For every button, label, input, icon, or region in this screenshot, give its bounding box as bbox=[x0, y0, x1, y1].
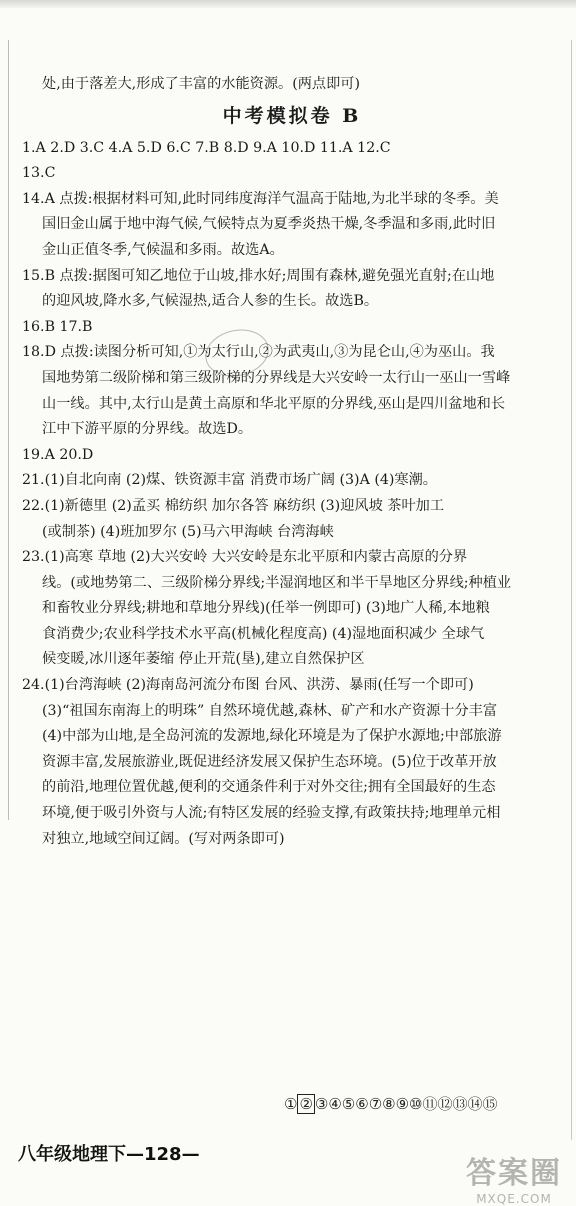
answer-line: 国地势第二级阶梯和第三级阶梯的分界线是大兴安岭一太行山一巫山一雪峰 bbox=[42, 369, 511, 386]
answer-line: 1.A 2.D 3.C 4.A 5.D 6.C 7.B 8.D 9.A 10.D 11.A 12.C bbox=[22, 139, 391, 156]
answer-line: 环境,便于吸引外资与人流;有特区发展的经验支撑,有政策扶持;地理单元相 bbox=[42, 805, 501, 822]
page-marker-row bbox=[284, 1093, 498, 1114]
answer-line: 22.(1)新德里 (2)孟买 棉纺织 加尔各答 麻纺织 (3)迎风坡 茶叶加工 bbox=[22, 497, 445, 514]
answer-line: (4)中部为山地,是全岛河流的发源地,绿化环境是为了保护水源地;中部旅游 bbox=[42, 728, 502, 745]
left-margin-rule bbox=[8, 40, 9, 820]
answer-line: 资源丰富,发展旅游业,既促进经济发展又保护生态环境。(5)位于改革开放 bbox=[42, 753, 497, 770]
answer-line: 24.(1)台湾海峡 (2)海南岛河流分布图 台风、洪涝、暴雨(任写一个即可) bbox=[22, 677, 474, 694]
answer-line: 金山正值冬季,气候温和多雨。故选A。 bbox=[42, 241, 284, 258]
page-marker-after: ③④⑤⑥⑦⑧⑨⑩⑪⑫⑬⑭⑮ bbox=[314, 1095, 498, 1113]
watermark-text: 答案圈 bbox=[466, 1156, 562, 1191]
answer-line: 18.D 点拨:读图分析可知,①为太行山,②为武夷山,③为昆仑山,④为巫山。我 bbox=[22, 344, 495, 361]
page-marker-current: ② bbox=[299, 1095, 313, 1113]
answer-line: 的迎风坡,降水多,气候湿热,适合人参的生长。故选B。 bbox=[42, 293, 379, 310]
answer-line: 19.A 20.D bbox=[22, 446, 94, 463]
answer-line: 的前沿,地理位置优越,便利的交通条件利于对外交往;拥有全国最好的生态 bbox=[42, 779, 496, 796]
answer-line: 16.B 17.B bbox=[22, 318, 93, 335]
answer-line: (或制茶) (4)班加罗尔 (5)马六甲海峡 台湾海峡 bbox=[42, 523, 334, 540]
page-footer: 八年级地理下—128— bbox=[18, 1144, 200, 1165]
answer-list bbox=[22, 136, 562, 853]
scan-top-edge bbox=[0, 0, 576, 8]
answer-line: 13.C bbox=[22, 165, 56, 182]
section-title: 中考模拟卷 B bbox=[222, 104, 362, 127]
answer-line: 23.(1)高寒 草地 (2)大兴安岭 大兴安岭是东北平原和内蒙古高原的分界 bbox=[22, 549, 468, 566]
answer-line: 对独立,地域空间辽阔。(写对两条即可) bbox=[42, 830, 285, 847]
answer-line: 14.A 点拨:根据材料可知,此时同纬度海洋气温高于陆地,为北半球的冬季。美 bbox=[22, 190, 499, 207]
answer-line: 山一线。其中,太行山是黄土高原和华北平原的分界线,巫山是四川盆地和长 bbox=[42, 395, 506, 412]
watermark-logo bbox=[466, 1148, 562, 1206]
page-marker-before: ① bbox=[284, 1095, 298, 1113]
answer-line: 21.(1)自北向南 (2)煤、铁资源丰富 消费市场广阔 (3)A (4)寒潮。 bbox=[22, 472, 437, 489]
answer-content bbox=[22, 72, 562, 852]
intro-line: 处,由于落差大,形成了丰富的水能资源。(两点即可) bbox=[42, 76, 361, 92]
watermark-url: MXQE.COM bbox=[476, 1192, 552, 1206]
answer-line: (3)“祖国东南海上的明珠” 自然环境优越,森林、矿产和水产资源十分丰富 bbox=[42, 702, 498, 719]
answer-line: 江中下游平原的分界线。故选D。 bbox=[42, 421, 253, 438]
right-margin-rule bbox=[571, 40, 572, 1140]
answer-line: 15.B 点拨:据图可知乙地位于山坡,排水好;周围有森林,避免强光直射;在山地 bbox=[22, 267, 495, 284]
answer-line: 和畜牧业分界线;耕地和草地分界线)(任举一例即可) (3)地广人稀,本地粮 bbox=[42, 600, 490, 617]
answer-line: 食消费少;农业科学技术水平高(机械化程度高) (4)湿地面积减少 全球气 bbox=[42, 625, 485, 642]
answer-line: 线。(或地势第二、三级阶梯分界线;半湿润地区和半干旱地区分界线;种植业 bbox=[42, 574, 512, 591]
answer-line: 国旧金山属于地中海气候,气候特点为夏季炎热干燥,冬季温和多雨,此时旧 bbox=[42, 216, 496, 233]
answer-line: 候变暖,冰川逐年萎缩 停止开荒(垦),建立自然保护区 bbox=[42, 651, 365, 668]
